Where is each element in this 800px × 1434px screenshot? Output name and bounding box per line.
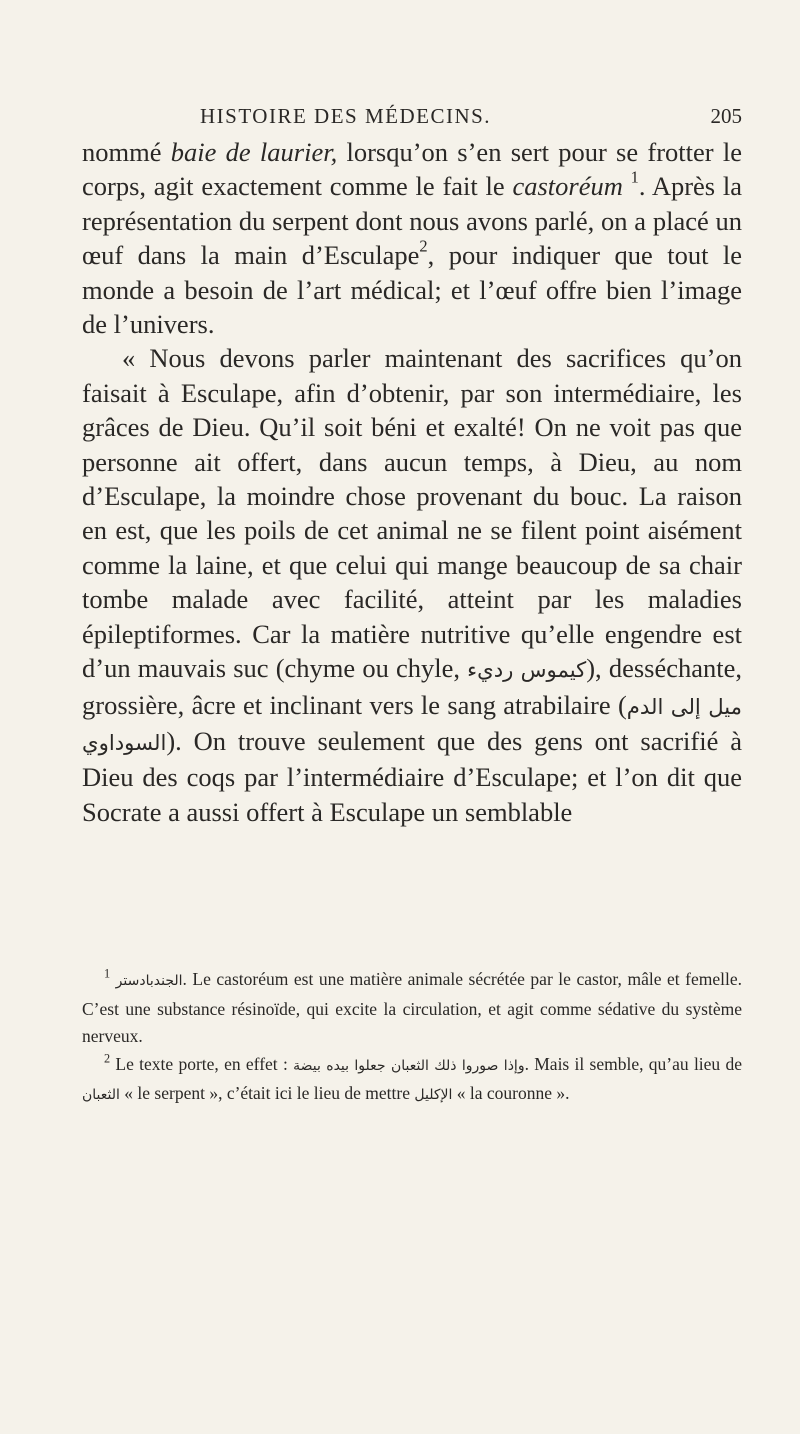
text-run: ). On trouve seulement que des gens ont sacrifié à Dieu des coqs par l’intermédiaire d’Esculape; et l’on dit que Socrate a aussi offert à Esculape un semblable <box>82 725 742 827</box>
text-run: lorsqu’on s’en sert pour se frotter le corps, agit exactement comme le fait le <box>82 137 742 202</box>
arabic-term: الثعبان <box>82 1087 120 1103</box>
arabic-quote: وإذا صوروا ذلك الثعبان جعلوا بيده بيضة <box>293 1057 525 1074</box>
footnote-text: . Mais il semble, qu’au lieu de <box>524 1053 742 1074</box>
footnote-text: « le serpent », c’était ici le lieu de mettre <box>119 1083 415 1103</box>
text-run: « Nous devons parler maintenant des sacrifices qu’on faisait à Esculape, afin d’obtenir, par son intermédiaire, les grâces de Dieu. Qu’il soit béni et exalté! On ne voit pas que personne ait offert, dans aucun temps, à Dieu, au nom d’Esculape, la moindre chose provenant du bouc. La raison en est, que les poils de cet animal ne se filent point aisément comme la laine, et que celui qui mange beaucoup de sa chair tombe malade avec facilité, atteint par les maladies épileptiformes. Car la matière nutritive qu’elle engendre est d’un mauvais suc (chyme ou chyle, <box>82 343 742 684</box>
arabic-term: ميل إلى الدم السوداوي <box>82 693 742 755</box>
footnote-ref[interactable]: 1 <box>630 168 639 188</box>
arabic-term: الجندبادستر <box>115 973 183 989</box>
italic-term: castoréum <box>512 171 623 202</box>
page-number: 205 <box>710 104 742 128</box>
footnote-text: « la couronne ». <box>452 1083 570 1103</box>
italic-term: baie de laurier, <box>170 137 338 167</box>
paragraph <box>82 341 742 829</box>
footnote-ref[interactable]: 2 <box>419 236 428 256</box>
paragraph <box>82 135 742 341</box>
footnotes <box>82 966 742 1110</box>
text-run: , pour indiquer que tout le monde a besoin de l’art médical; et l’œuf offre bien l’image de l’univers. <box>82 240 743 340</box>
running-header <box>82 104 742 134</box>
text-run: ), desséchante, grossière, âcre et inclinant vers le sang atrabilaire ( <box>82 653 742 720</box>
main-text <box>82 135 742 829</box>
running-title: HISTOIRE DES MÉDECINS. <box>200 104 492 128</box>
footnote-mark: 2 <box>104 1051 111 1066</box>
text-run: nommé <box>82 137 171 167</box>
arabic-term: كيموس رديء <box>467 657 587 683</box>
footnote-text: . Le castoréum est une matière animale sécrétée par le castor, mâle et femelle. C’est une substance résinoïde, qui excite la circulation, et agit comme sédative du système nerveux. <box>82 969 743 1046</box>
footnote-text: Le texte porte, en effet : <box>115 1053 294 1074</box>
arabic-term: الإكليل <box>414 1087 453 1103</box>
footnote <box>82 1051 742 1110</box>
text-run: . Après la représentation du serpent dont nous avons parlé, on a placé un œuf dans la main d’Esculape <box>82 171 743 271</box>
footnote-mark: 1 <box>104 966 111 981</box>
footnote <box>82 966 742 1051</box>
